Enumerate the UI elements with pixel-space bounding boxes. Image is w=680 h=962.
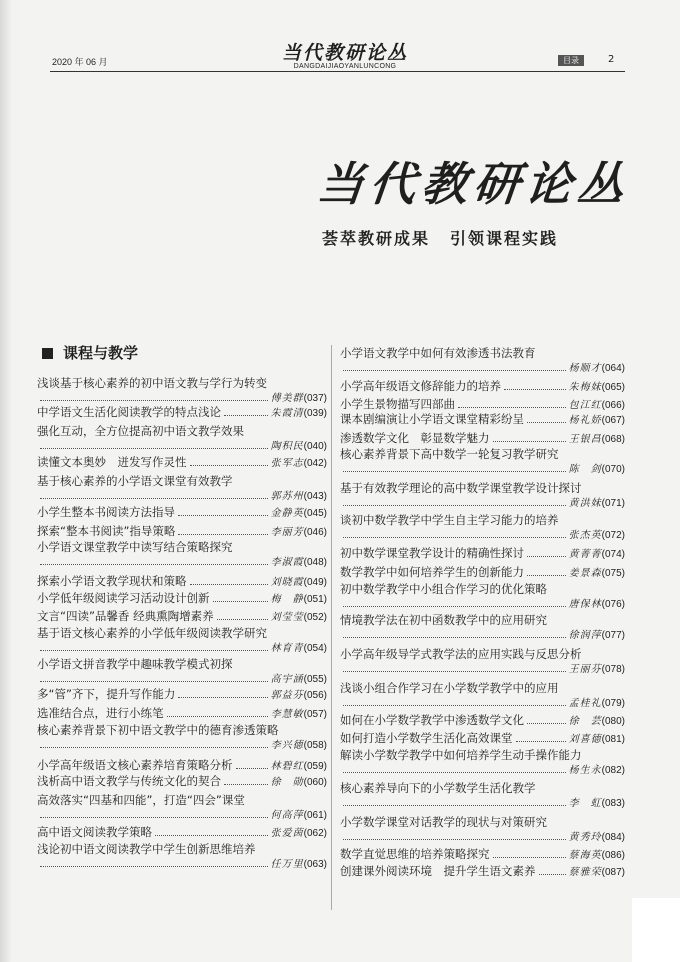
dot-leader	[343, 636, 566, 638]
dot-leader	[178, 696, 267, 698]
toc-entry-author: 徐 芸	[568, 716, 602, 727]
toc-entry-author: 陈 剑	[568, 464, 602, 475]
toc-entry-title: 浅谈小组合作学习在小学数学教学中的应用	[340, 681, 559, 695]
toc-entry-byline	[37, 574, 327, 590]
toc-entry-page: (065)	[601, 382, 625, 393]
toc-entry-byline	[37, 609, 327, 625]
dot-leader	[40, 816, 268, 818]
toc-entry	[37, 405, 327, 421]
toc-entry	[340, 681, 625, 711]
toc-entry-author: 李兴德	[270, 740, 304, 751]
toc-entry-byline	[340, 847, 625, 863]
toc-entry-page: (037)	[303, 393, 327, 404]
toc-entry-page: (059)	[303, 761, 327, 772]
dot-leader	[527, 555, 566, 557]
header-rule	[50, 71, 625, 72]
toc-entry-author: 郭苏州	[270, 491, 304, 502]
toc-entry	[37, 540, 327, 570]
header-logo-pinyin: DANGDAIJIAOYANLUNCONG	[293, 63, 397, 70]
toc-entry-page: (054)	[303, 643, 327, 654]
toc-entry	[37, 842, 327, 872]
toc-entry-byline	[340, 830, 625, 845]
toc-entry-page: (082)	[601, 765, 625, 776]
dot-leader	[224, 783, 268, 785]
toc-entry-title: 基于核心素养的小学语文课堂有效教学	[37, 474, 233, 488]
toc-entry-byline	[340, 496, 625, 511]
toc-entry-byline	[37, 505, 327, 521]
dot-leader	[178, 514, 268, 516]
toc-entry-title: 创建课外阅读环境 提升学生语文素养	[340, 864, 536, 878]
toc-entry-page: (062)	[303, 828, 327, 839]
toc-entry-title: 浅析高中语文教学与传统文化的契合	[37, 774, 221, 788]
toc-entry-author: 蔡海英	[568, 850, 602, 861]
dot-leader	[40, 447, 268, 449]
toc-entry	[37, 505, 327, 521]
toc-entry-title: 文言“四读”品馨香 经典熏陶增素养	[37, 609, 214, 623]
toc-entry-author: 黄洪妹	[568, 498, 602, 509]
toc-entry-page: (063)	[303, 859, 327, 870]
toc-entry-byline	[37, 455, 327, 471]
toc-entry	[340, 847, 625, 863]
toc-entry-title: 如何打造小学数学生活化高效课堂	[340, 731, 513, 745]
journal-title: 当代教研论丛	[314, 157, 633, 211]
dot-leader	[527, 421, 566, 423]
toc-entry-title: 多“管”齐下，提升写作能力	[37, 687, 176, 701]
toc-entry-byline	[340, 696, 625, 711]
toc-entry	[340, 397, 625, 413]
toc-entry-byline	[37, 758, 327, 774]
toc-entry-title: 核心素养背景下高中数学一轮复习教学研究	[340, 447, 559, 461]
toc-entry-byline	[340, 528, 625, 543]
toc-entry-author: 何高萍	[270, 810, 304, 821]
toc-entry-title: 谈初中数学教学中学生自主学习能力的培养	[340, 513, 559, 527]
toc-entry-author: 孟桂礼	[568, 698, 602, 709]
dot-leader	[40, 746, 268, 748]
dot-leader	[343, 838, 566, 840]
header-date: 2020 年 06 月	[52, 57, 108, 67]
toc-entry	[340, 346, 625, 376]
dot-leader	[493, 440, 566, 442]
toc-entry-byline	[37, 706, 327, 722]
toc-entry	[37, 687, 327, 703]
toc-entry-author: 李丽芳	[270, 527, 304, 538]
toc-entry-page: (068)	[601, 434, 625, 445]
header-toc-tag: 目录	[558, 55, 584, 66]
toc-entry-author: 刘喜德	[568, 734, 602, 745]
toc-entry-byline	[340, 431, 625, 447]
toc-entry-author: 王银昌	[568, 434, 602, 445]
toc-entry-byline	[37, 687, 327, 703]
toc-entry-title: 数学教学中如何培养学生的创新能力	[340, 565, 524, 579]
toc-entry-author: 蔡雅荣	[568, 867, 602, 878]
dot-leader	[343, 504, 566, 506]
toc-entry-page: (081)	[601, 734, 625, 745]
toc-entry-author: 黄秀玲	[568, 832, 602, 843]
toc-entry-page: (087)	[601, 867, 625, 878]
toc-entry-byline	[37, 524, 327, 540]
toc-entry-page: (046)	[303, 527, 327, 538]
header-logo	[260, 38, 430, 70]
dot-leader	[155, 834, 268, 836]
toc-entry-author: 傅美群	[270, 393, 304, 404]
toc-entry-title: 渗透数学文化 彰显数学魅力	[340, 431, 490, 445]
toc-entry-page: (061)	[303, 810, 327, 821]
toc-entry-title: 选准结合点，进行小练笔	[37, 706, 164, 720]
toc-entry	[37, 591, 327, 607]
slogan-right: 引领课程实践	[450, 229, 559, 248]
toc-entry-page: (045)	[303, 508, 327, 519]
toc-entry-author: 杨生永	[568, 765, 602, 776]
toc-entry-author: 高宇涵	[270, 674, 304, 685]
slogan-left: 荟萃教研成果	[322, 229, 431, 248]
toc-entry	[37, 626, 327, 656]
toc-entry	[340, 431, 625, 447]
dot-leader	[343, 470, 566, 472]
toc-entry-page: (074)	[601, 549, 625, 560]
toc-entry-byline	[37, 738, 327, 753]
toc-entry-author: 包江红	[568, 400, 602, 411]
toc-entry-page: (080)	[601, 716, 625, 727]
toc-entry-byline	[340, 397, 625, 413]
toc-entry-byline	[37, 405, 327, 421]
toc-entry-byline	[340, 361, 625, 376]
toc-entry-author: 杨礼娇	[568, 415, 602, 426]
header-page-number: 2	[608, 54, 615, 65]
toc-entry	[340, 815, 625, 845]
toc-entry-title: 小学低年级阅读学习活动设计创新	[37, 591, 210, 605]
toc-entry-byline	[37, 591, 327, 607]
toc-entry-author: 金静英	[270, 508, 304, 519]
dot-leader	[236, 767, 268, 769]
toc-entry-author: 林育青	[270, 643, 304, 654]
journal-slogan	[322, 226, 558, 249]
dot-leader	[40, 680, 268, 682]
toc-entry-page: (072)	[601, 530, 625, 541]
section-heading	[42, 342, 138, 363]
toc-entry-title: 浅谈基于核心素养的初中语文教与学行为转变	[37, 376, 267, 390]
toc-entry-author: 王丽芬	[568, 664, 602, 675]
toc-entry-page: (042)	[303, 458, 327, 469]
toc-entry-page: (078)	[601, 664, 625, 675]
dot-leader	[40, 865, 268, 867]
dot-leader	[40, 399, 268, 401]
toc-entry-byline	[37, 808, 327, 823]
toc-entry-title: 读懂文本奥妙 迸发写作灵性	[37, 455, 187, 469]
dot-leader	[343, 605, 566, 607]
toc-entry-byline	[37, 439, 327, 454]
dot-leader	[527, 722, 566, 724]
toc-entry-author: 朱梅妹	[568, 382, 602, 393]
toc-entry-author: 任万里	[270, 859, 304, 870]
toc-entry-title: 小学生整本书阅读方法指导	[37, 505, 175, 519]
toc-entry	[340, 513, 625, 543]
toc-entry-author: 徐 勋	[270, 777, 304, 788]
toc-entry-title: 浅论初中语文阅读教学中学生创新思维培养	[37, 842, 256, 856]
toc-entry-byline	[340, 763, 625, 778]
dot-leader	[343, 536, 566, 538]
toc-entry-title: 如何在小学数学教学中渗透数学文化	[340, 713, 524, 727]
toc-entry-byline	[340, 662, 625, 677]
toc-entry-title: 中学语文生活化阅读教学的特点浅论	[37, 405, 221, 419]
toc-entry-page: (060)	[303, 777, 327, 788]
toc-entry	[340, 582, 625, 612]
dot-leader	[539, 873, 566, 875]
toc-entry	[340, 647, 625, 677]
toc-entry	[340, 481, 625, 511]
dot-leader	[190, 583, 268, 585]
toc-entry-page: (079)	[601, 698, 625, 709]
toc-entry	[340, 379, 625, 395]
toc-entry-page: (077)	[601, 630, 625, 641]
toc-entry-byline	[37, 672, 327, 687]
dot-leader	[458, 406, 566, 408]
dot-leader	[343, 369, 566, 371]
toc-entry	[37, 424, 327, 454]
toc-entry-byline	[37, 774, 327, 790]
toc-entry-page: (083)	[601, 798, 625, 809]
toc-entry-author: 张爱茵	[270, 828, 304, 839]
dot-leader	[343, 670, 566, 672]
toc-entry-byline	[37, 825, 327, 841]
dot-leader	[190, 464, 268, 466]
toc-entry-title: 小学高年级导学式教学法的应用实践与反思分析	[340, 647, 582, 661]
toc-entry-byline	[37, 391, 327, 406]
toc-entry-page: (058)	[303, 740, 327, 751]
page-edge-shadow	[0, 0, 12, 962]
toc-entry-title: 强化互动，全方位提高初中语文教学效果	[37, 424, 244, 438]
toc-entry-author: 杨顺才	[568, 363, 602, 374]
column-divider	[331, 345, 332, 910]
toc-entry	[340, 412, 625, 428]
dot-leader	[224, 414, 268, 416]
toc-entry-title: 小学语文课堂教学中读写结合策略探究	[37, 540, 233, 554]
section-square-icon	[42, 348, 53, 359]
toc-entry-page: (076)	[601, 599, 625, 610]
toc-entry-title: 核心素养背景下初中语文教学中的德育渗透策略	[37, 723, 279, 737]
toc-entry-author: 张军志	[270, 458, 304, 469]
dot-leader	[527, 574, 566, 576]
toc-entry	[37, 825, 327, 841]
header-logo-text: 当代教研论丛	[281, 42, 408, 64]
toc-entry-page: (048)	[303, 557, 327, 568]
toc-entry-author: 陶积民	[270, 441, 304, 452]
toc-entry-title: 高中语文阅读教学策略	[37, 825, 152, 839]
toc-entry-author: 张杰英	[568, 530, 602, 541]
toc-entry-page: (086)	[601, 850, 625, 861]
toc-entry	[37, 376, 327, 406]
toc-entry-author: 朱霞清	[270, 408, 304, 419]
toc-entry-byline	[340, 864, 625, 880]
dot-leader	[40, 563, 268, 565]
toc-entry-page: (049)	[303, 577, 327, 588]
toc-entry-byline	[37, 489, 327, 504]
dot-leader	[493, 856, 566, 858]
toc-entry-title: 小学高年级语文修辞能力的培养	[340, 379, 501, 393]
toc-entry-page: (064)	[601, 363, 625, 374]
page-corner	[632, 898, 680, 962]
toc-entry	[37, 474, 327, 504]
toc-entry-page: (052)	[303, 612, 327, 623]
toc-entry	[37, 524, 327, 540]
toc-entry-author: 李 虹	[568, 798, 602, 809]
toc-entry-author: 林碧红	[270, 761, 304, 772]
toc-entry-page: (071)	[601, 498, 625, 509]
toc-entry-title: 小学高年级语文核心素养培育策略分析	[37, 758, 233, 772]
toc-entry-byline	[340, 565, 625, 581]
toc-entry-byline	[37, 857, 327, 872]
toc-entry-page: (039)	[303, 408, 327, 419]
toc-entry-page: (043)	[303, 491, 327, 502]
toc-entry-page: (066)	[601, 400, 625, 411]
dot-leader	[167, 715, 268, 717]
toc-entry	[37, 793, 327, 823]
toc-entry-byline	[340, 628, 625, 643]
toc-entry-byline	[340, 462, 625, 477]
dot-leader	[504, 388, 566, 390]
dot-leader	[217, 618, 268, 620]
toc-entry-author: 唐保林	[568, 599, 602, 610]
toc-entry-title: 初中数学教学中小组合作学习的优化策略	[340, 582, 547, 596]
toc-entry-title: 基于有效教学理论的高中数学课堂教学设计探讨	[340, 481, 582, 495]
toc-entry-page: (057)	[303, 709, 327, 720]
toc-entry-author: 李慧敏	[270, 709, 304, 720]
toc-entry	[340, 781, 625, 811]
dot-leader	[343, 804, 566, 806]
toc-entry-author: 刘晓霞	[270, 577, 304, 588]
toc-entry-byline	[340, 546, 625, 562]
toc-entry	[37, 574, 327, 590]
toc-entry-author: 李淑霞	[270, 557, 304, 568]
toc-entry	[340, 546, 625, 562]
toc-entry	[37, 706, 327, 722]
toc-entry-title: 数学直觉思维的培养策略探究	[340, 847, 490, 861]
toc-entry-page: (056)	[303, 690, 327, 701]
toc-entry-byline	[37, 555, 327, 570]
toc-entry	[340, 565, 625, 581]
toc-entry-byline	[340, 796, 625, 811]
toc-entry-page: (040)	[303, 441, 327, 452]
dot-leader	[40, 497, 268, 499]
toc-entry	[37, 657, 327, 687]
toc-entry-byline	[340, 597, 625, 612]
dot-leader	[343, 704, 566, 706]
toc-entry	[340, 613, 625, 643]
dot-leader	[40, 649, 268, 651]
toc-entry-page: (075)	[601, 568, 625, 579]
toc-entry-title: 小学数学课堂对话教学的现状与对策研究	[340, 815, 547, 829]
toc-entry-author: 徐润萍	[568, 630, 602, 641]
toc-entry	[340, 748, 625, 778]
toc-entry-page: (084)	[601, 832, 625, 843]
toc-entry-title: 初中数学课堂教学设计的精确性探讨	[340, 546, 524, 560]
toc-entry-byline	[340, 713, 625, 729]
toc-entry-page: (070)	[601, 464, 625, 475]
toc-entry-page: (051)	[303, 594, 327, 605]
toc-entry-title: 小学语文拼音教学中趣味教学模式初探	[37, 657, 233, 671]
toc-entry-title: 课本剧编演让小学语文课堂精彩纷呈	[340, 412, 524, 426]
toc-entry-byline	[37, 641, 327, 656]
toc-entry-author: 黄菁菁	[568, 549, 602, 560]
toc-entry-title: 基于语文核心素养的小学低年级阅读教学研究	[37, 626, 267, 640]
dot-leader	[343, 771, 566, 773]
toc-entry	[37, 774, 327, 790]
toc-entry-author: 刘莹莹	[270, 612, 304, 623]
toc-entry-title: 小学生景物描写四部曲	[340, 397, 455, 411]
toc-entry-byline	[340, 379, 625, 395]
toc-entry-page: (055)	[303, 674, 327, 685]
toc-entry-byline	[340, 412, 625, 428]
toc-entry-title: 探索“整本书阅读”指导策略	[37, 524, 176, 538]
toc-entry-author: 郭益芬	[270, 690, 304, 701]
dot-leader	[516, 740, 566, 742]
toc-entry-title: 探索小学语文教学现状和策略	[37, 574, 187, 588]
dot-leader	[213, 600, 268, 602]
toc-entry-title: 解读小学数学教学中如何培养学生动手操作能力	[340, 748, 582, 762]
section-title: 课程与教学	[63, 344, 139, 362]
toc-entry	[340, 447, 625, 477]
toc-entry	[37, 723, 327, 753]
toc-entry	[37, 609, 327, 625]
toc-entry-byline	[340, 731, 625, 747]
toc-entry-title: 情境教学法在初中函数教学中的应用研究	[340, 613, 547, 627]
toc-entry-author: 梅 静	[270, 594, 304, 605]
toc-entry	[37, 758, 327, 774]
toc-entry-title: 高效落实“四基和四能”，打造“四会”课堂	[37, 793, 245, 807]
toc-entry	[340, 713, 625, 729]
toc-entry-page: (067)	[601, 415, 625, 426]
toc-entry-title: 核心素养导向下的小学数学生活化教学	[340, 781, 536, 795]
toc-entry	[340, 731, 625, 747]
toc-entry-title: 小学语文教学中如何有效渗透书法教育	[340, 346, 536, 360]
toc-entry-author: 姜景森	[568, 568, 602, 579]
toc-entry	[340, 864, 625, 880]
dot-leader	[178, 533, 267, 535]
toc-entry	[37, 455, 327, 471]
